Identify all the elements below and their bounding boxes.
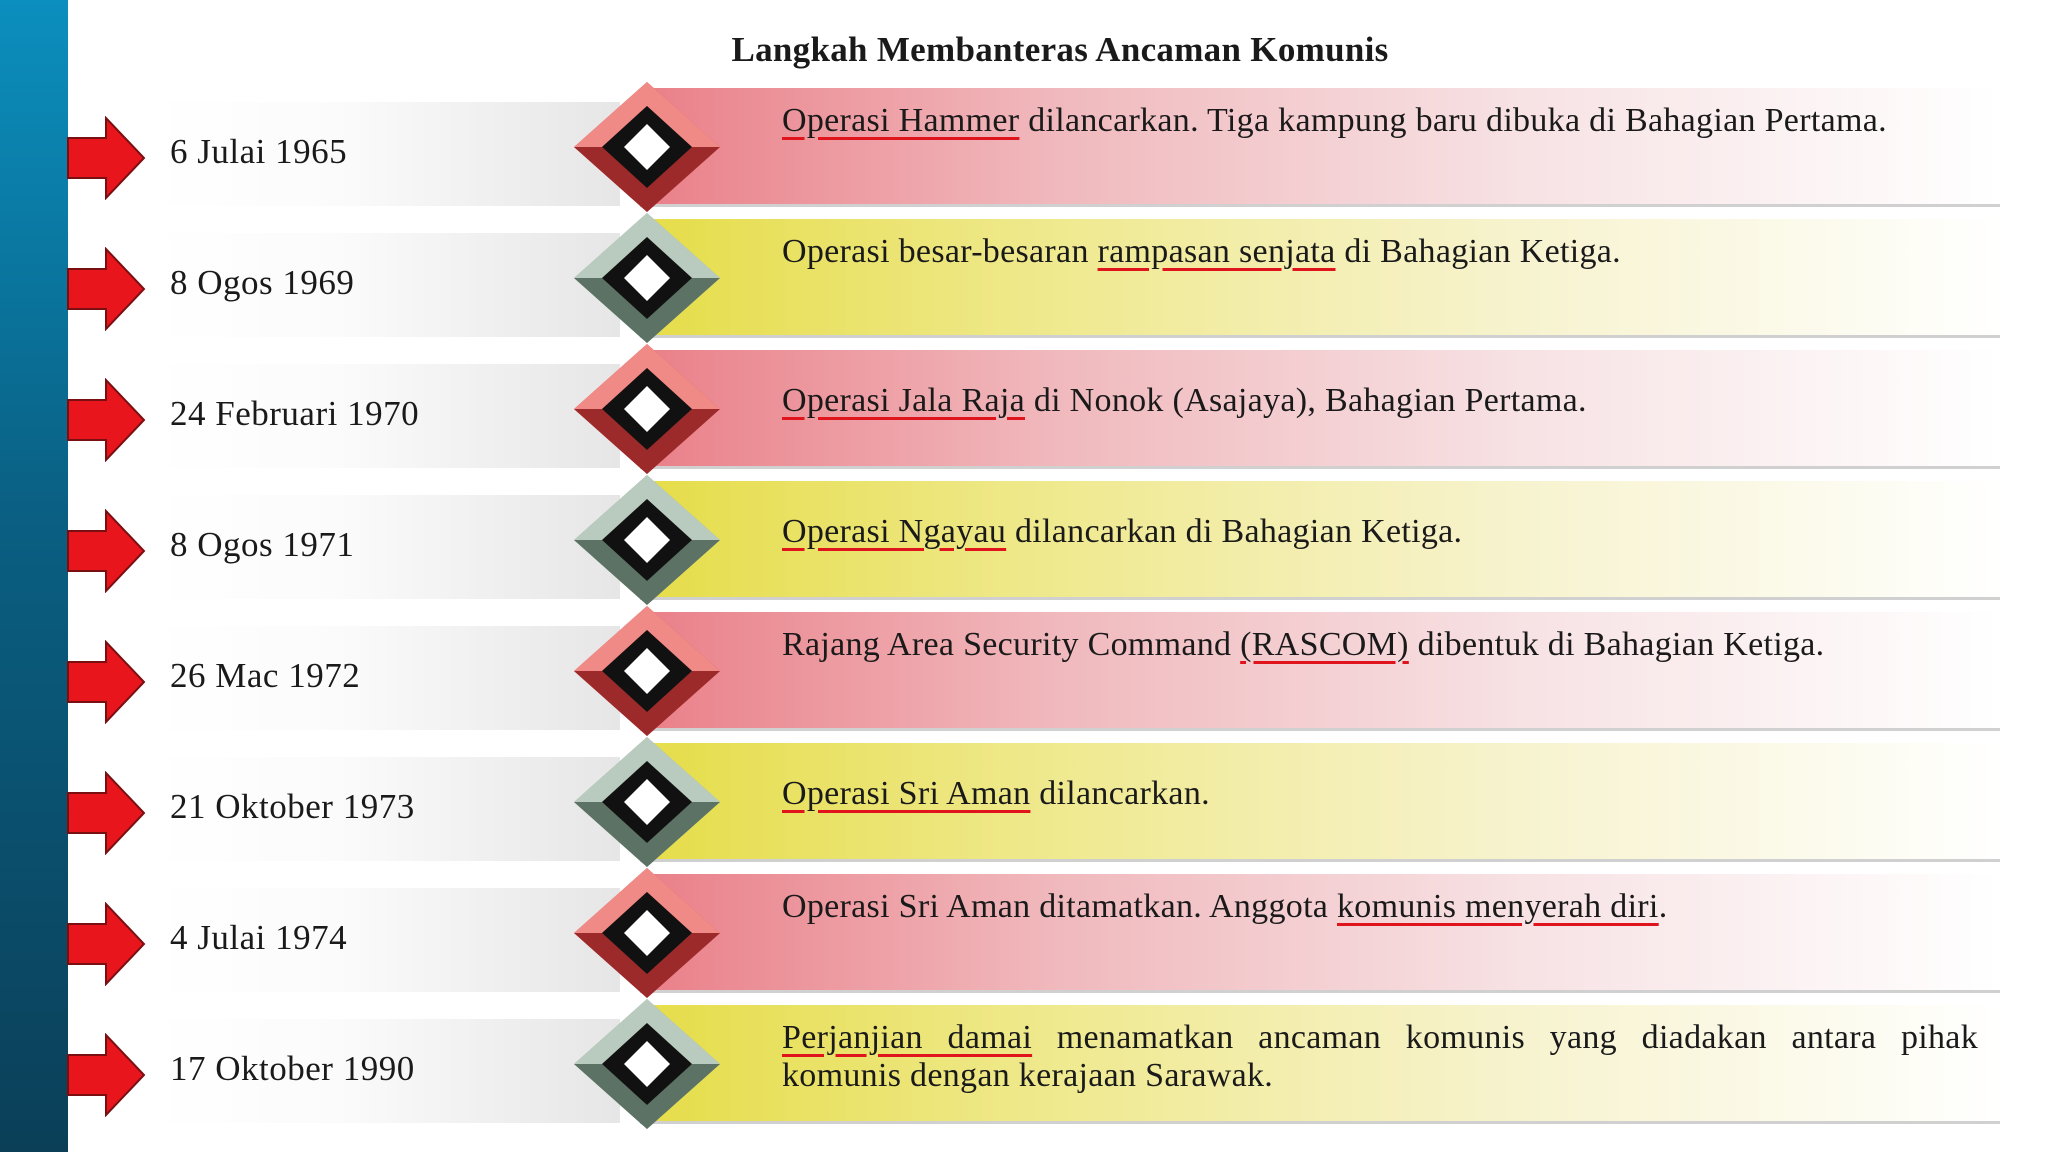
timeline-row [0, 213, 2048, 343]
timeline-row [0, 606, 2048, 736]
event-description [782, 233, 1978, 271]
description-text: dilancarkan di Bahagian Ketiga. [1006, 513, 1463, 550]
timeline-row [0, 475, 2048, 605]
event-date: 24 Februari 1970 [170, 394, 420, 433]
underlined-keyword: Perjanjian damai [782, 1019, 1033, 1056]
arrow-right-icon [66, 116, 146, 200]
arrow-right-icon [66, 902, 146, 986]
description-text: . [1658, 888, 1668, 925]
underlined-keyword: (RASCOM) [1240, 626, 1409, 663]
diamond-marker-icon [572, 80, 722, 214]
description-text: Operasi besar-besaran [782, 233, 1098, 270]
event-description [782, 888, 1978, 926]
arrow-right-icon [66, 640, 146, 724]
description-text: dibentuk di Bahagian Ketiga. [1408, 626, 1825, 663]
timeline-row [0, 737, 2048, 867]
timeline-row [0, 868, 2048, 998]
event-description [782, 382, 1978, 420]
event-description [782, 775, 1978, 813]
description-text: di Bahagian Ketiga. [1335, 233, 1621, 270]
diamond-marker-icon [572, 997, 722, 1131]
event-date: 8 Ogos 1971 [170, 525, 355, 564]
arrow-right-icon [66, 1033, 146, 1117]
arrow-right-icon [66, 771, 146, 855]
event-date: 21 Oktober 1973 [170, 787, 415, 826]
arrow-right-icon [66, 509, 146, 593]
event-description [782, 1019, 1978, 1095]
description-text: Operasi Sri Aman ditamatkan. Anggota [782, 888, 1337, 925]
diagram-title: Langkah Membanteras Ancaman Komunis [731, 30, 1389, 69]
diamond-marker-icon [572, 735, 722, 869]
description-text: menamatkan ancaman komunis yang diadakan antara pihak komunis dengan kerajaan Sarawak. [782, 1019, 1978, 1094]
event-description [782, 102, 1978, 140]
underlined-keyword: rampasan senjata [1097, 233, 1336, 270]
description-text: dilancarkan. [1030, 775, 1210, 812]
event-description [782, 513, 1978, 551]
diamond-marker-icon [572, 604, 722, 738]
description-text: Rajang Area Security Command [782, 626, 1241, 663]
diamond-marker-icon [572, 866, 722, 1000]
timeline-row [0, 999, 2048, 1129]
underlined-keyword: Operasi Sri Aman [782, 775, 1031, 812]
description-text: dilancarkan. Tiga kampung baru dibuka di Bahagian Pertama. [1019, 102, 1887, 139]
underlined-keyword: Operasi Ngayau [782, 513, 1007, 550]
event-date: 6 Julai 1965 [170, 132, 348, 171]
event-date: 26 Mac 1972 [170, 656, 361, 695]
underlined-keyword: Operasi Jala Raja [782, 382, 1026, 419]
timeline-row [0, 344, 2048, 474]
diamond-marker-icon [572, 342, 722, 476]
timeline-row [0, 82, 2048, 212]
event-date: 4 Julai 1974 [170, 918, 348, 957]
underlined-keyword: Operasi Hammer [782, 102, 1020, 139]
arrow-right-icon [66, 247, 146, 331]
underlined-keyword: komunis menyerah diri [1337, 888, 1659, 925]
event-date: 17 Oktober 1990 [170, 1049, 415, 1088]
event-date: 8 Ogos 1969 [170, 263, 355, 302]
description-text: di Nonok (Asajaya), Bahagian Pertama. [1025, 382, 1587, 419]
arrow-right-icon [66, 378, 146, 462]
diamond-marker-icon [572, 211, 722, 345]
diamond-marker-icon [572, 473, 722, 607]
event-description [782, 626, 1978, 664]
